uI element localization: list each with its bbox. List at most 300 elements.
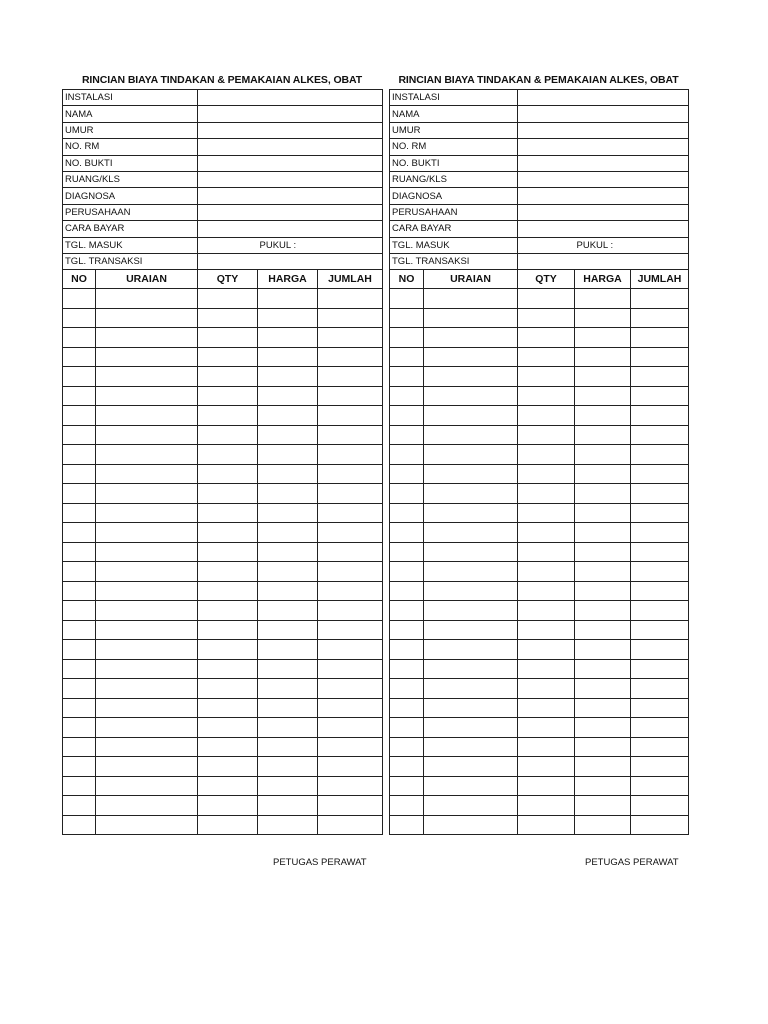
cell-qty[interactable] — [518, 776, 575, 796]
cell-uraian[interactable] — [424, 406, 518, 426]
cell-jumlah[interactable] — [631, 737, 689, 757]
cell-jumlah[interactable] — [631, 698, 689, 718]
cell-harga[interactable] — [258, 718, 318, 738]
value-nama[interactable] — [518, 106, 689, 122]
cell-jumlah[interactable] — [318, 406, 383, 426]
cell-jumlah[interactable] — [318, 347, 383, 367]
cell-qty[interactable] — [198, 503, 258, 523]
cell-qty[interactable] — [518, 796, 575, 816]
cell-jumlah[interactable] — [631, 776, 689, 796]
cell-jumlah[interactable] — [631, 503, 689, 523]
cell-uraian[interactable] — [424, 347, 518, 367]
cell-no[interactable] — [390, 601, 424, 621]
cell-harga[interactable] — [575, 737, 631, 757]
cell-no[interactable] — [63, 386, 96, 406]
cell-harga[interactable] — [258, 737, 318, 757]
cell-harga[interactable] — [258, 523, 318, 543]
cell-jumlah[interactable] — [318, 620, 383, 640]
cell-no[interactable] — [390, 815, 424, 835]
cell-uraian[interactable] — [424, 659, 518, 679]
cell-harga[interactable] — [258, 757, 318, 777]
cell-no[interactable] — [390, 425, 424, 445]
cell-qty[interactable] — [198, 542, 258, 562]
cell-jumlah[interactable] — [631, 542, 689, 562]
cell-qty[interactable] — [198, 796, 258, 816]
cell-qty[interactable] — [518, 659, 575, 679]
cell-harga[interactable] — [258, 289, 318, 309]
cell-harga[interactable] — [575, 776, 631, 796]
cell-no[interactable] — [63, 445, 96, 465]
cell-jumlah[interactable] — [631, 796, 689, 816]
cell-qty[interactable] — [518, 698, 575, 718]
cell-qty[interactable] — [198, 718, 258, 738]
cell-uraian[interactable] — [424, 796, 518, 816]
cell-no[interactable] — [390, 737, 424, 757]
cell-no[interactable] — [390, 542, 424, 562]
cell-uraian[interactable] — [424, 484, 518, 504]
cell-no[interactable] — [63, 581, 96, 601]
cell-no[interactable] — [63, 620, 96, 640]
cell-jumlah[interactable] — [631, 308, 689, 328]
cell-qty[interactable] — [518, 640, 575, 660]
cell-qty[interactable] — [198, 562, 258, 582]
cell-harga[interactable] — [575, 679, 631, 699]
cell-qty[interactable] — [518, 562, 575, 582]
cell-qty[interactable] — [518, 347, 575, 367]
cell-jumlah[interactable] — [631, 659, 689, 679]
cell-jumlah[interactable] — [631, 328, 689, 348]
cell-uraian[interactable] — [424, 776, 518, 796]
cell-qty[interactable] — [198, 406, 258, 426]
cell-uraian[interactable] — [96, 542, 198, 562]
cell-uraian[interactable] — [424, 737, 518, 757]
cell-no[interactable] — [390, 464, 424, 484]
cell-no[interactable] — [390, 328, 424, 348]
cell-harga[interactable] — [575, 386, 631, 406]
cell-uraian[interactable] — [96, 757, 198, 777]
cell-qty[interactable] — [518, 601, 575, 621]
cell-uraian[interactable] — [96, 601, 198, 621]
cell-qty[interactable] — [198, 386, 258, 406]
cell-no[interactable] — [63, 347, 96, 367]
cell-harga[interactable] — [258, 659, 318, 679]
cell-no[interactable] — [390, 503, 424, 523]
cell-no[interactable] — [390, 679, 424, 699]
cell-jumlah[interactable] — [318, 757, 383, 777]
cell-qty[interactable] — [198, 698, 258, 718]
cell-jumlah[interactable] — [631, 347, 689, 367]
cell-jumlah[interactable] — [631, 640, 689, 660]
cell-jumlah[interactable] — [318, 328, 383, 348]
cell-qty[interactable] — [198, 425, 258, 445]
cell-jumlah[interactable] — [318, 503, 383, 523]
value-ruang-kls[interactable] — [518, 171, 689, 187]
value-no-bukti[interactable] — [518, 155, 689, 171]
cell-jumlah[interactable] — [631, 757, 689, 777]
cell-qty[interactable] — [198, 523, 258, 543]
cell-jumlah[interactable] — [318, 445, 383, 465]
cell-qty[interactable] — [198, 328, 258, 348]
cell-jumlah[interactable] — [318, 581, 383, 601]
cell-uraian[interactable] — [424, 464, 518, 484]
cell-qty[interactable] — [518, 581, 575, 601]
cell-qty[interactable] — [518, 464, 575, 484]
cell-harga[interactable] — [258, 425, 318, 445]
cell-jumlah[interactable] — [631, 718, 689, 738]
cell-uraian[interactable] — [424, 542, 518, 562]
cell-harga[interactable] — [575, 640, 631, 660]
cell-uraian[interactable] — [96, 776, 198, 796]
cell-jumlah[interactable] — [631, 601, 689, 621]
value-tgl-transaksi[interactable] — [198, 253, 383, 269]
cell-no[interactable] — [63, 542, 96, 562]
cell-uraian[interactable] — [96, 347, 198, 367]
cell-harga[interactable] — [575, 328, 631, 348]
value-cara-bayar[interactable] — [518, 221, 689, 237]
cell-uraian[interactable] — [424, 328, 518, 348]
cell-qty[interactable] — [518, 757, 575, 777]
cell-qty[interactable] — [518, 484, 575, 504]
cell-uraian[interactable] — [96, 698, 198, 718]
cell-no[interactable] — [63, 328, 96, 348]
value-tgl-transaksi[interactable] — [518, 253, 689, 269]
cell-qty[interactable] — [198, 659, 258, 679]
cell-no[interactable] — [63, 640, 96, 660]
value-nama[interactable] — [198, 106, 383, 122]
cell-harga[interactable] — [575, 347, 631, 367]
cell-no[interactable] — [390, 757, 424, 777]
cell-qty[interactable] — [198, 581, 258, 601]
cell-uraian[interactable] — [424, 308, 518, 328]
cell-jumlah[interactable] — [318, 542, 383, 562]
cell-no[interactable] — [63, 601, 96, 621]
cell-uraian[interactable] — [96, 796, 198, 816]
cell-jumlah[interactable] — [631, 562, 689, 582]
cell-harga[interactable] — [258, 367, 318, 387]
cell-jumlah[interactable] — [631, 425, 689, 445]
cell-no[interactable] — [390, 718, 424, 738]
cell-harga[interactable] — [258, 484, 318, 504]
cell-uraian[interactable] — [96, 620, 198, 640]
cell-qty[interactable] — [518, 523, 575, 543]
cell-no[interactable] — [390, 289, 424, 309]
cell-qty[interactable] — [198, 308, 258, 328]
cell-jumlah[interactable] — [631, 484, 689, 504]
cell-qty[interactable] — [518, 815, 575, 835]
cell-uraian[interactable] — [424, 601, 518, 621]
cell-uraian[interactable] — [96, 562, 198, 582]
cell-qty[interactable] — [518, 718, 575, 738]
cell-uraian[interactable] — [96, 718, 198, 738]
cell-uraian[interactable] — [96, 425, 198, 445]
cell-uraian[interactable] — [424, 386, 518, 406]
cell-harga[interactable] — [575, 796, 631, 816]
cell-jumlah[interactable] — [318, 425, 383, 445]
cell-uraian[interactable] — [96, 503, 198, 523]
cell-jumlah[interactable] — [631, 679, 689, 699]
cell-uraian[interactable] — [96, 328, 198, 348]
cell-qty[interactable] — [198, 347, 258, 367]
cell-jumlah[interactable] — [631, 445, 689, 465]
value-diagnosa[interactable] — [198, 188, 383, 204]
cell-qty[interactable] — [198, 737, 258, 757]
cell-qty[interactable] — [518, 289, 575, 309]
cell-jumlah[interactable] — [631, 367, 689, 387]
cell-qty[interactable] — [518, 367, 575, 387]
cell-uraian[interactable] — [424, 445, 518, 465]
cell-uraian[interactable] — [424, 620, 518, 640]
cell-harga[interactable] — [258, 503, 318, 523]
cell-no[interactable] — [390, 523, 424, 543]
cell-no[interactable] — [390, 406, 424, 426]
cell-uraian[interactable] — [96, 367, 198, 387]
cell-harga[interactable] — [575, 367, 631, 387]
cell-jumlah[interactable] — [318, 640, 383, 660]
cell-jumlah[interactable] — [631, 581, 689, 601]
cell-no[interactable] — [390, 620, 424, 640]
cell-no[interactable] — [63, 776, 96, 796]
cell-uraian[interactable] — [96, 523, 198, 543]
cell-harga[interactable] — [258, 698, 318, 718]
cell-no[interactable] — [390, 367, 424, 387]
cell-qty[interactable] — [198, 776, 258, 796]
cell-harga[interactable] — [575, 445, 631, 465]
cell-no[interactable] — [390, 308, 424, 328]
value-instalasi[interactable] — [198, 90, 383, 106]
cell-jumlah[interactable] — [631, 523, 689, 543]
cell-jumlah[interactable] — [318, 601, 383, 621]
value-tgl-masuk[interactable] — [518, 237, 575, 253]
cell-no[interactable] — [390, 562, 424, 582]
cell-jumlah[interactable] — [631, 386, 689, 406]
cell-no[interactable] — [63, 464, 96, 484]
cell-qty[interactable] — [198, 464, 258, 484]
cell-harga[interactable] — [575, 562, 631, 582]
cell-uraian[interactable] — [96, 815, 198, 835]
cell-harga[interactable] — [575, 503, 631, 523]
cell-harga[interactable] — [258, 386, 318, 406]
cell-jumlah[interactable] — [318, 386, 383, 406]
cell-qty[interactable] — [518, 503, 575, 523]
cell-uraian[interactable] — [424, 523, 518, 543]
cell-no[interactable] — [63, 718, 96, 738]
value-no-rm[interactable] — [198, 139, 383, 155]
cell-no[interactable] — [390, 659, 424, 679]
cell-harga[interactable] — [575, 698, 631, 718]
cell-uraian[interactable] — [96, 386, 198, 406]
cell-harga[interactable] — [575, 757, 631, 777]
cell-harga[interactable] — [258, 620, 318, 640]
cell-harga[interactable] — [258, 445, 318, 465]
value-cara-bayar[interactable] — [198, 221, 383, 237]
cell-jumlah[interactable] — [318, 659, 383, 679]
value-no-rm[interactable] — [518, 139, 689, 155]
cell-harga[interactable] — [258, 308, 318, 328]
cell-qty[interactable] — [198, 757, 258, 777]
cell-harga[interactable] — [258, 601, 318, 621]
cell-jumlah[interactable] — [631, 289, 689, 309]
cell-qty[interactable] — [518, 445, 575, 465]
cell-jumlah[interactable] — [631, 815, 689, 835]
cell-no[interactable] — [63, 679, 96, 699]
cell-uraian[interactable] — [424, 718, 518, 738]
cell-uraian[interactable] — [424, 503, 518, 523]
cell-no[interactable] — [63, 698, 96, 718]
cell-qty[interactable] — [198, 620, 258, 640]
cell-uraian[interactable] — [424, 367, 518, 387]
cell-harga[interactable] — [258, 328, 318, 348]
cell-jumlah[interactable] — [318, 718, 383, 738]
cell-uraian[interactable] — [96, 640, 198, 660]
cell-no[interactable] — [390, 347, 424, 367]
cell-no[interactable] — [390, 386, 424, 406]
cell-uraian[interactable] — [424, 679, 518, 699]
cell-jumlah[interactable] — [318, 289, 383, 309]
cell-uraian[interactable] — [96, 308, 198, 328]
cell-jumlah[interactable] — [318, 367, 383, 387]
cell-harga[interactable] — [575, 620, 631, 640]
cell-harga[interactable] — [575, 425, 631, 445]
cell-jumlah[interactable] — [318, 737, 383, 757]
cell-no[interactable] — [390, 698, 424, 718]
cell-qty[interactable] — [518, 328, 575, 348]
cell-qty[interactable] — [198, 640, 258, 660]
cell-no[interactable] — [390, 581, 424, 601]
cell-harga[interactable] — [575, 601, 631, 621]
cell-qty[interactable] — [518, 386, 575, 406]
cell-qty[interactable] — [198, 815, 258, 835]
cell-jumlah[interactable] — [318, 562, 383, 582]
cell-uraian[interactable] — [96, 289, 198, 309]
cell-uraian[interactable] — [424, 640, 518, 660]
value-umur[interactable] — [518, 122, 689, 138]
cell-harga[interactable] — [575, 659, 631, 679]
cell-harga[interactable] — [258, 464, 318, 484]
cell-harga[interactable] — [258, 640, 318, 660]
cell-harga[interactable] — [258, 562, 318, 582]
value-diagnosa[interactable] — [518, 188, 689, 204]
cell-harga[interactable] — [575, 484, 631, 504]
cell-qty[interactable] — [198, 679, 258, 699]
cell-harga[interactable] — [575, 406, 631, 426]
cell-harga[interactable] — [258, 347, 318, 367]
value-instalasi[interactable] — [518, 90, 689, 106]
cell-no[interactable] — [63, 659, 96, 679]
cell-qty[interactable] — [198, 445, 258, 465]
cell-jumlah[interactable] — [631, 620, 689, 640]
cell-jumlah[interactable] — [631, 464, 689, 484]
cell-uraian[interactable] — [96, 737, 198, 757]
cell-jumlah[interactable] — [318, 464, 383, 484]
cell-uraian[interactable] — [96, 484, 198, 504]
cell-uraian[interactable] — [96, 445, 198, 465]
cell-jumlah[interactable] — [318, 815, 383, 835]
value-no-bukti[interactable] — [198, 155, 383, 171]
label-pukul[interactable]: PUKUL : — [258, 237, 383, 253]
cell-no[interactable] — [63, 289, 96, 309]
cell-no[interactable] — [63, 484, 96, 504]
cell-jumlah[interactable] — [318, 484, 383, 504]
cell-jumlah[interactable] — [318, 523, 383, 543]
cell-harga[interactable] — [258, 815, 318, 835]
cell-qty[interactable] — [198, 601, 258, 621]
cell-uraian[interactable] — [424, 289, 518, 309]
cell-harga[interactable] — [575, 289, 631, 309]
cell-harga[interactable] — [258, 581, 318, 601]
value-perusahaan[interactable] — [198, 204, 383, 220]
cell-jumlah[interactable] — [318, 776, 383, 796]
cell-no[interactable] — [63, 815, 96, 835]
cell-no[interactable] — [63, 562, 96, 582]
cell-no[interactable] — [63, 737, 96, 757]
cell-uraian[interactable] — [96, 581, 198, 601]
cell-qty[interactable] — [518, 308, 575, 328]
cell-uraian[interactable] — [424, 425, 518, 445]
value-umur[interactable] — [198, 122, 383, 138]
value-perusahaan[interactable] — [518, 204, 689, 220]
cell-harga[interactable] — [575, 523, 631, 543]
cell-no[interactable] — [390, 640, 424, 660]
cell-uraian[interactable] — [424, 581, 518, 601]
cell-uraian[interactable] — [96, 659, 198, 679]
cell-harga[interactable] — [258, 679, 318, 699]
cell-harga[interactable] — [575, 308, 631, 328]
cell-no[interactable] — [390, 445, 424, 465]
cell-no[interactable] — [63, 503, 96, 523]
cell-harga[interactable] — [258, 776, 318, 796]
cell-harga[interactable] — [258, 796, 318, 816]
cell-qty[interactable] — [198, 367, 258, 387]
cell-harga[interactable] — [575, 464, 631, 484]
cell-qty[interactable] — [518, 679, 575, 699]
cell-no[interactable] — [63, 523, 96, 543]
cell-harga[interactable] — [575, 542, 631, 562]
value-tgl-masuk[interactable] — [198, 237, 258, 253]
cell-uraian[interactable] — [424, 562, 518, 582]
cell-qty[interactable] — [518, 425, 575, 445]
label-pukul[interactable]: PUKUL : — [575, 237, 689, 253]
cell-jumlah[interactable] — [631, 406, 689, 426]
cell-qty[interactable] — [198, 289, 258, 309]
cell-no[interactable] — [390, 776, 424, 796]
cell-no[interactable] — [63, 757, 96, 777]
cell-uraian[interactable] — [424, 815, 518, 835]
cell-uraian[interactable] — [96, 464, 198, 484]
cell-no[interactable] — [390, 796, 424, 816]
cell-qty[interactable] — [518, 542, 575, 562]
cell-no[interactable] — [63, 308, 96, 328]
cell-no[interactable] — [63, 367, 96, 387]
cell-no[interactable] — [390, 484, 424, 504]
cell-jumlah[interactable] — [318, 308, 383, 328]
cell-harga[interactable] — [258, 542, 318, 562]
cell-no[interactable] — [63, 796, 96, 816]
cell-qty[interactable] — [198, 484, 258, 504]
cell-uraian[interactable] — [424, 757, 518, 777]
cell-qty[interactable] — [518, 406, 575, 426]
cell-harga[interactable] — [575, 815, 631, 835]
cell-harga[interactable] — [575, 581, 631, 601]
cell-qty[interactable] — [518, 737, 575, 757]
cell-jumlah[interactable] — [318, 796, 383, 816]
cell-no[interactable] — [63, 425, 96, 445]
cell-uraian[interactable] — [96, 679, 198, 699]
cell-uraian[interactable] — [424, 698, 518, 718]
cell-jumlah[interactable] — [318, 679, 383, 699]
cell-no[interactable] — [63, 406, 96, 426]
cell-uraian[interactable] — [96, 406, 198, 426]
cell-qty[interactable] — [518, 620, 575, 640]
